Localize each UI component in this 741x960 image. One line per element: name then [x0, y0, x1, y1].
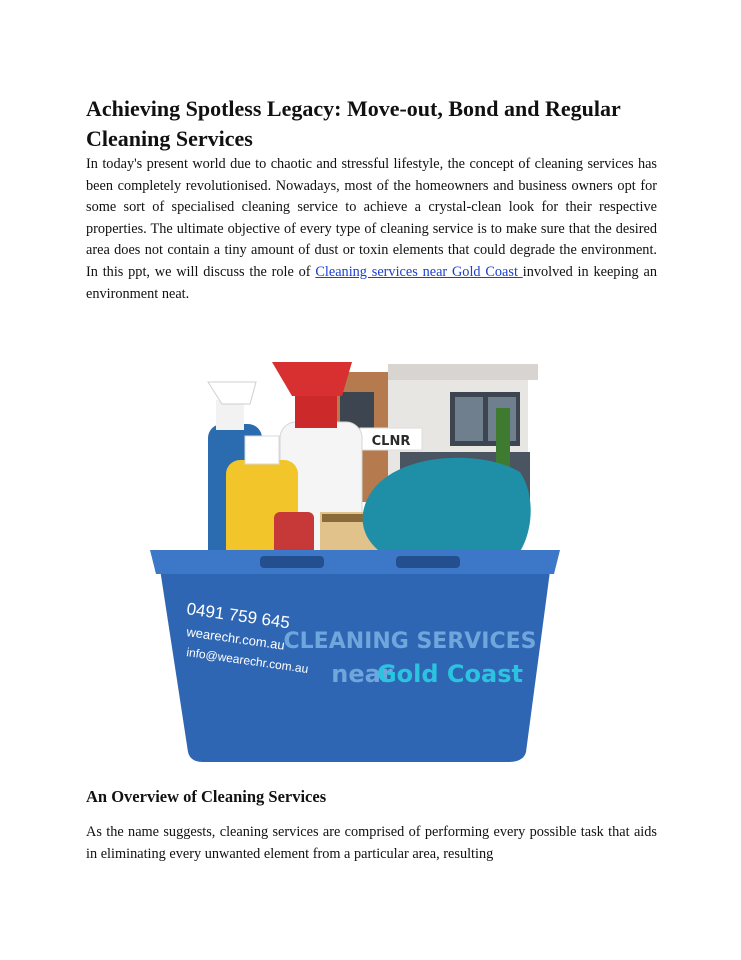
basket-phone: 0491 759 645 — [185, 599, 292, 633]
section-heading: An Overview of Cleaning Services — [86, 787, 327, 806]
intro-text: In today's present world due to chaotic and stressful lifestyle, the concept of cleaning services has been completely revolutionised. Nowadays, most of the homeowners and business owners opt for some sort of specialised cleaning service to achieve a crystal-clean look for their respective properties. The ultimate objective of every type of cleaning service is to make sure that the desired area does not contain a tiny amount of dust or toxin elements that could degrade the environment. In this ppt, we will discuss the role of — [86, 156, 657, 280]
section-paragraph: As the name suggests, cleaning services are comprised of performing every possible task that aids in eliminating every unwanted element from a particular area, resulting — [86, 824, 657, 862]
headline-near: near — [331, 660, 393, 688]
document-title: Achieving Spotless Legacy: Move-out, Bond and Regular Cleaning Services — [86, 96, 621, 151]
intro-text-end: involved in keeping an environment neat. — [86, 263, 657, 302]
headline-gold-coast: Gold Coast — [376, 660, 524, 688]
blue-basket — [150, 550, 560, 762]
headline-line-1: CLEANING SERVICES — [283, 629, 537, 654]
intro-paragraph — [86, 154, 657, 305]
basket-email: info@wearechr.com.au — [185, 645, 310, 677]
basket-website: wearechr.com.au — [185, 624, 286, 653]
gold-coast-cleaning-link[interactable]: Cleaning services near Gold Coast — [315, 263, 523, 280]
cleaning-basket-image — [150, 352, 560, 764]
house-logo: CLNR — [371, 434, 411, 449]
